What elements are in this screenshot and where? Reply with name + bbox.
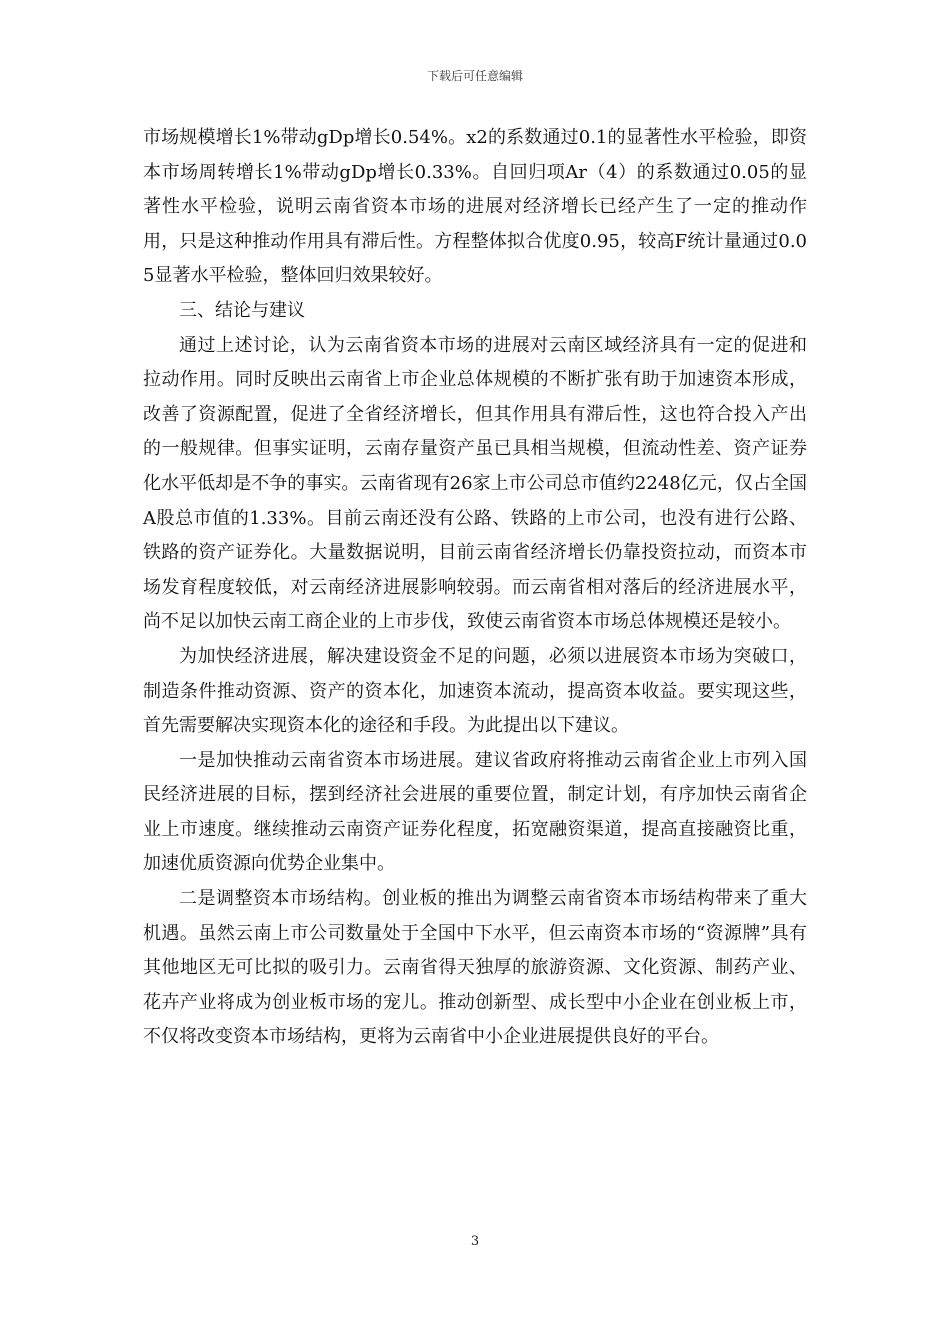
page-header: 下载后可任意编辑 xyxy=(426,69,523,83)
paragraph-suggestion-two: 二是调整资本市场结构。创业板的推出为调整云南省资本市场结构带来了重大机遇。虽然云南上市公司数量处于全国中下水平，但云南资本市场的“资源牌”具有其他地区无可比拟的吸引力。云南省得天独厚的旅游资源、文化资源、制药产业、花卉产业将成为创业板市场的宠儿。推动创新型、成长型中小企业在创业板上市，不仅将改变资本市场结构，更将为云南省中小企业进展提供良好的平台。 xyxy=(143,888,807,1048)
paragraph-conclusion: 通过上述讨论，认为云南省资本市场的进展对云南区域经济具有一定的促进和拉动作用。同时反映出云南省上市企业总体规模的不断扩张有助于加速资本形成，改善了资源配置，促进了全省经济增长，但其作用具有滞后性，这也符合投入产出的一般规律。但事实证明，云南存量资产虽已具相当规模，但流动性差、资产证券化水平低却是不争的事实。云南省现有26家上市公司总市值约2248亿元，仅占全国A股总市值的1.33%。目前云南还没有公路、铁路的上市公司，也没有进行公路、铁路的资产证券化。大量数据说明，目前云南省经济增长仍靠投资拉动，而资本市场发育程度较低，对云南经济进展影响较弱。而云南省相对落后的经济进展水平，尚不足以加快云南工商企业的上市步伐，致使云南省资本市场总体规模还是较小。 xyxy=(143,334,807,633)
paragraph-development-goal: 为加快经济进展，解决建设资金不足的问题，必须以进展资本市场为突破口，制造条件推动资源、资产的资本化，加速资本流动，提高资本收益。要实现这些，首先需要解决实现资本化的途径和手段。为此提出以下建议。 xyxy=(143,645,807,737)
document-body xyxy=(143,121,807,1055)
paragraph-regression-results: 市场规模增长1%带动gDp增长0.54%。x2的系数通过0.1的显著性水平检验，即资本市场周转增长1%带动gDp增长0.33%。自回归项Ar（4）的系数通过0.05的显著性水平检验，说明云南省资本市场的进展对经济增长已经产生了一定的推动作用，只是这种推动作用具有滞后性。方程整体拟合优度0.95，较高F统计量通过0.05显著水平检验，整体回归效果较好。 xyxy=(143,127,807,287)
paragraph-suggestion-one: 一是加快推动云南省资本市场进展。建议省政府将推动云南省企业上市列入国民经济进展的目标，摆到经济社会进展的重要位置，制定计划，有序加快云南省企业上市速度。继续推动云南资产证券化程度，拓宽融资渠道，提高直接融资比重，加速优质资源向优势企业集中。 xyxy=(143,749,807,875)
section-heading-conclusion: 三、结论与建议 xyxy=(179,299,305,321)
page-number: 3 xyxy=(470,1234,480,1249)
